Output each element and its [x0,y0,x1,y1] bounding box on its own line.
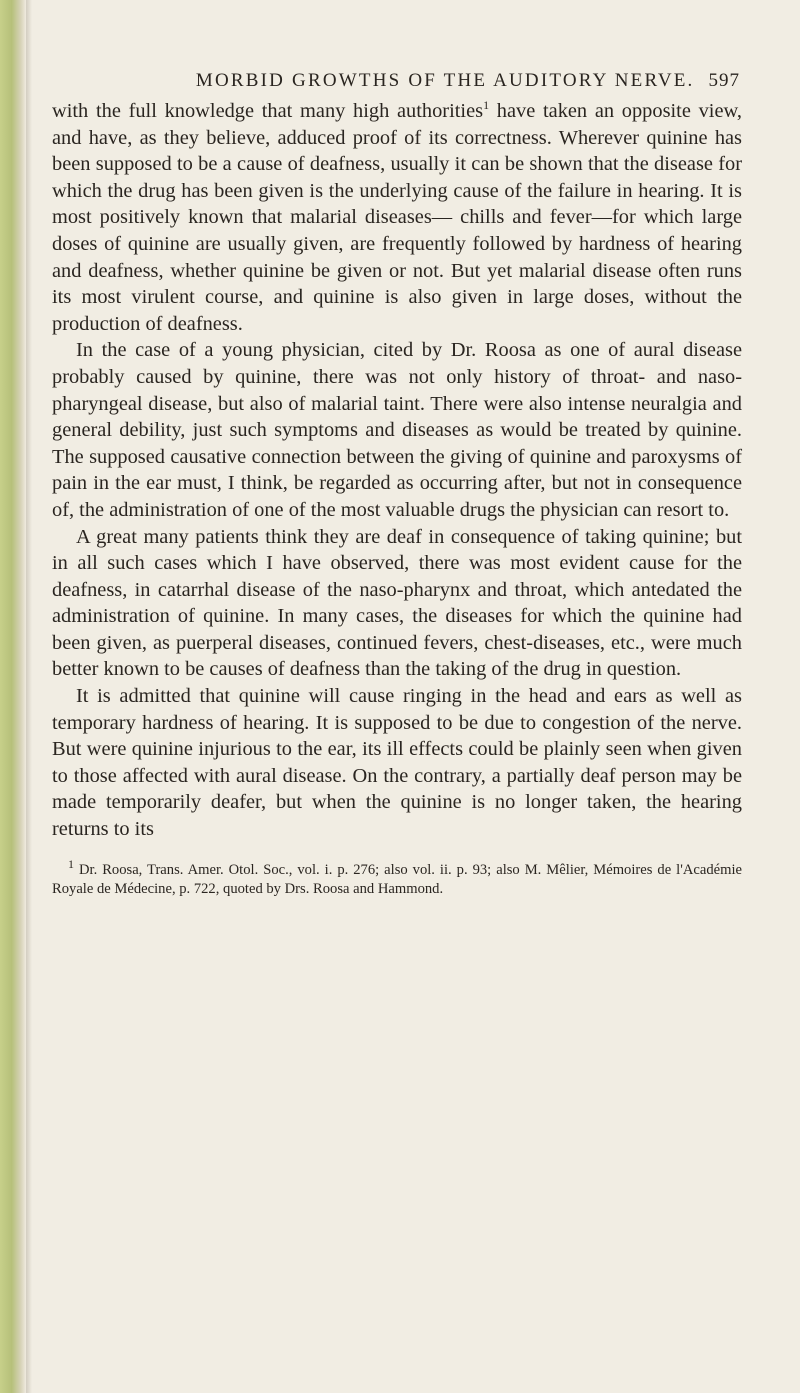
page-number: 597 [708,70,740,91]
gutter-shadow [26,0,32,1393]
book-page [52,70,742,900]
book-spine-edge [0,0,26,1393]
paragraph-1-text-a: with the full knowledge that many high authorities [52,100,484,122]
footnote-reference-mark: 1 [483,98,490,113]
body-text [52,98,742,843]
paragraph-1 [52,98,742,337]
running-title: MORBID GROWTHS OF THE AUDITORY NERVE. [195,70,695,91]
footnote-1 [52,856,742,900]
paragraph-1-text-b: have taken an opposite view, and have, as they believe, adduced proof of its correctness. Wherever quinine has been supposed to be a cause of deafness, usually it can be shown that the disease for which the drug has been given is the underlying cause of the failure in hearing. It is most positively known that malarial diseases— chills and fever—for which large doses of quinine are usually given, are frequently followed by hardness of hearing and deafness, whether quinine be given or not. But yet malarial disease often runs its most virulent course, and quinine is also given in large doses, without the production of deafness. [52,100,742,335]
footnotes [52,856,742,900]
footnote-mark: 1 [68,856,74,871]
paragraph-4: It is admitted that quinine will cause ringing in the head and ears as well as temporary hardness of hearing. It is supposed to be due to congestion of the nerve. But were quinine injurious to the ear, its ill effects could be plainly seen when given to those affected with aural disease. On the contrary, a partially deaf person may be made temporarily deafer, but when the quinine is no longer taken, the hearing returns to its [52,685,742,841]
paragraph-3: A great many patients think they are deaf in consequence of taking quinine; but in all such cases which I have observed, there was most evident cause for the deafness, in catarrhal disease of the naso-pharynx and throat, which antedated the administration of quinine. In many cases, the diseases for which the quinine had been given, as puerperal diseases, continued fevers, chest-diseases, etc., were much better known to be causes of deafness than the taking of the drug in question. [52,525,742,681]
footnote-text: Dr. Roosa, Trans. Amer. Otol. Soc., vol. i. p. 276; also vol. ii. p. 93; also M. Mêlier, Mémoires de l'Académie Royale de Médecine, p. 722, quoted by Drs. Roosa and Hammond. [52,861,742,898]
paragraph-2: In the case of a young physician, cited by Dr. Roosa as one of aural disease probably caused by quinine, there was not only history of throat- and naso-pharyngeal disease, but also of malarial taint. There were also intense neuralgia and general debility, just such symptoms and diseases as would be treated by quinine. The supposed causative connection between the giving of quinine and paroxysms of pain in the ear must, I think, be regarded as occurring after, but not in consequence of, the administration of one of the most valuable drugs the physician can resort to. [52,339,742,521]
page-header [52,70,742,92]
